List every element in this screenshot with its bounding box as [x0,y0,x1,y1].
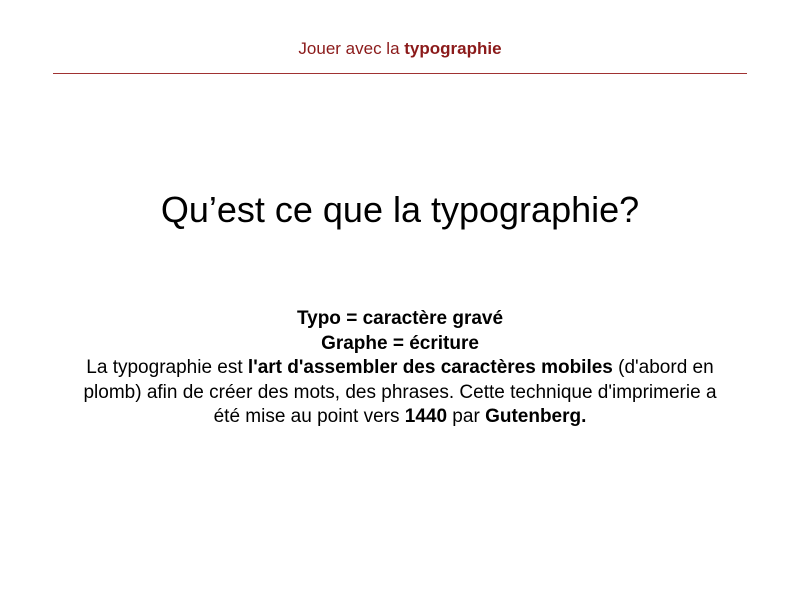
header-divider [53,73,747,74]
slide-body [80,307,720,430]
slide-title: Qu’est ce que la typographie? [160,189,640,230]
paragraph-middle: (d'abord en plomb) afin de créer des mots, des phrases. Cette technique d'imprimerie a été mise au point vers [83,357,717,427]
paragraph-emphasis-art: l'art d'assembler des caractères mobiles [247,357,613,378]
paragraph-emphasis-year: 1440 [404,406,448,427]
slide-header [0,38,800,60]
body-paragraph [83,357,716,427]
header-emphasis: typographie [404,39,502,58]
paragraph-middle-2: par [447,406,486,427]
definition-graphe: Graphe = écriture [321,332,479,354]
paragraph-intro: La typographie est [86,357,248,378]
definition-typo: Typo = caractère gravé [296,308,504,329]
paragraph-emphasis-gutenberg: Gutenberg. [485,406,587,427]
header-text: Jouer avec la [298,39,405,58]
